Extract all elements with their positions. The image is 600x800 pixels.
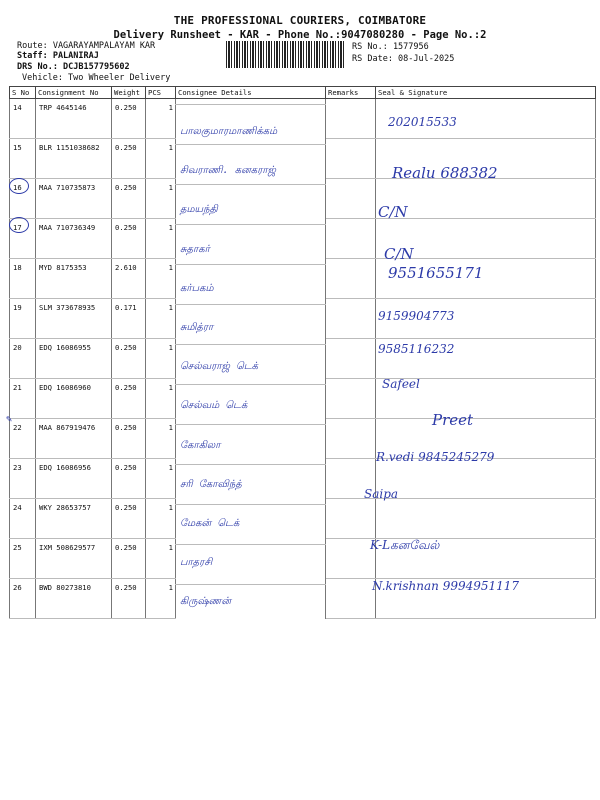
consignee-name: கிருஷ்ணன் (180, 596, 232, 608)
cell-pcs: 1 (146, 219, 176, 259)
cell-consignment: SLM 373678935 (36, 299, 112, 339)
cell-sno: 26 (10, 579, 36, 619)
cell-sno: 16 (10, 179, 36, 219)
underline (175, 304, 326, 305)
barcode (226, 41, 344, 68)
underline (175, 104, 326, 105)
cell-remarks (326, 339, 376, 379)
signature: 9585116232 (378, 342, 455, 357)
consignee-name: செல்வராஜ் டெக் (180, 361, 259, 373)
cell-pcs: 1 (146, 459, 176, 499)
cell-remarks (326, 299, 376, 339)
cell-sno: 14 (10, 99, 36, 139)
underline (175, 544, 326, 545)
cell-consignment: MAA 710735873 (36, 179, 112, 219)
cell-consignment: WKY 28653757 (36, 499, 112, 539)
cell-pcs: 1 (146, 499, 176, 539)
signature: C/N (384, 244, 414, 263)
cell-sno: 25 (10, 539, 36, 579)
cell-pcs: 1 (146, 379, 176, 419)
signature: N.krishnan 9994951117 (372, 579, 520, 594)
cell-remarks (326, 459, 376, 499)
cell-weight: 0.250 (112, 139, 146, 179)
cell-remarks (326, 539, 376, 579)
signature: C/N (378, 203, 408, 222)
cell-weight: 0.250 (112, 579, 146, 619)
cell-signature (376, 259, 596, 299)
consignee-name: செல்வம் டெக் (180, 400, 248, 412)
staff-label: Staff: PALANIRAJ (17, 51, 99, 61)
signature: 202015533 (388, 115, 457, 129)
cell-weight: 0.250 (112, 99, 146, 139)
cell-signature (376, 219, 596, 259)
circle-mark-17 (9, 217, 29, 233)
cell-consignment: MYD 8175353 (36, 259, 112, 299)
cell-pcs: 1 (146, 99, 176, 139)
cell-sno: 17 (10, 219, 36, 259)
cell-weight: 0.250 (112, 179, 146, 219)
col-remarks: Remarks (326, 87, 376, 99)
cell-remarks (326, 419, 376, 459)
consignee-name: கோகிலா (180, 439, 221, 451)
route-label: Route: VAGARAYAMPALAYAM KAR (17, 41, 156, 51)
cell-consignment: MAA 867919476 (36, 419, 112, 459)
cell-signature (376, 459, 596, 499)
underline (175, 344, 326, 345)
cell-remarks (326, 499, 376, 539)
col-pcs: PCS (146, 87, 176, 99)
cell-weight: 0.250 (112, 339, 146, 379)
cell-sno: 23 (10, 459, 36, 499)
scribble-mark: ✎ (6, 414, 13, 425)
cell-weight: 0.171 (112, 299, 146, 339)
table-row (10, 539, 596, 579)
cell-remarks (326, 219, 376, 259)
underline (175, 504, 326, 505)
delivery-table (9, 86, 596, 619)
cell-consignment: IXM 508629577 (36, 539, 112, 579)
cell-signature (376, 179, 596, 222)
cell-remarks (326, 379, 376, 419)
table-row (10, 259, 596, 299)
cell-weight: 0.250 (112, 539, 146, 579)
cell-weight: 0.250 (112, 379, 146, 419)
signature: Saipa (364, 487, 399, 501)
rs-date: RS Date: 08-Jul-2025 (352, 54, 455, 64)
underline (175, 584, 326, 585)
col-sno: S No (10, 87, 36, 99)
vehicle-label: Vehicle: Two Wheeler Delivery (22, 73, 171, 83)
col-consignee: Consignee Details (176, 87, 326, 99)
underline (175, 424, 326, 425)
consignee-name: கர்பகம் (180, 282, 214, 294)
cell-sno: 18 (10, 259, 36, 299)
cell-sno: 20 (10, 339, 36, 379)
table-row (10, 139, 596, 179)
cell-pcs: 1 (146, 419, 176, 459)
table-row (10, 499, 596, 539)
underline (175, 184, 326, 185)
table-row (10, 579, 596, 619)
cell-pcs: 1 (146, 179, 176, 219)
cell-signature (376, 99, 596, 139)
cell-remarks (326, 179, 376, 219)
cell-sno: 21 (10, 379, 36, 419)
cell-weight: 0.250 (112, 419, 146, 459)
cell-signature (376, 379, 596, 419)
cell-pcs: 1 (146, 339, 176, 379)
signature: Safeel (382, 377, 420, 392)
cell-sno: 19 (10, 299, 36, 339)
table-row (10, 299, 596, 339)
signature: K-Lகனவேல் (370, 538, 440, 553)
col-consignment: Consignment No (36, 87, 112, 99)
drs-label: DRS No.: DCJB157795602 (17, 62, 130, 72)
table-row (10, 419, 596, 459)
col-signature: Seal & Signature (376, 87, 596, 99)
cell-signature (376, 539, 596, 579)
cell-consignment: MAA 710736349 (36, 219, 112, 259)
circle-mark-16 (9, 178, 29, 194)
cell-signature (376, 499, 596, 539)
underline (175, 224, 326, 225)
consignee-name: சரி கோவிந்த் (180, 478, 242, 490)
consignee-name: பாதரசி (180, 557, 213, 569)
consignee-name: பாலகுமாரமாணிக்கம் (180, 126, 278, 137)
cell-consignment: TRP 4645146 (36, 99, 112, 139)
signature: Preet (432, 410, 474, 429)
cell-pcs: 1 (146, 139, 176, 179)
rs-number: RS No.: 1577956 (352, 42, 429, 52)
signature: 9551655171 (388, 263, 484, 282)
cell-consignment: BWD 80273810 (36, 579, 112, 619)
underline (175, 264, 326, 265)
cell-signature (376, 139, 596, 179)
table-row (10, 339, 596, 379)
cell-remarks (326, 579, 376, 619)
cell-consignee (176, 379, 326, 419)
cell-weight: 0.250 (112, 459, 146, 499)
cell-signature (376, 419, 596, 459)
consignee-name: தமயந்தி (180, 204, 218, 216)
cell-signature (376, 339, 596, 379)
cell-pcs: 1 (146, 299, 176, 339)
underline (175, 144, 326, 145)
table-row (10, 459, 596, 499)
cell-consignment: EDQ 16086956 (36, 459, 112, 499)
underline (175, 464, 326, 465)
cell-consignment: BLR 1151038682 (36, 139, 112, 179)
cell-sno: 22 (10, 419, 36, 459)
cell-signature (376, 299, 596, 339)
cell-pcs: 1 (146, 259, 176, 299)
runsheet-title: Delivery Runsheet - KAR - Phone No.:9047080280 - Page No.:2 (113, 29, 487, 41)
consignee-name: சுமித்ரா (180, 322, 214, 333)
cell-consignee (176, 419, 326, 459)
consignee-name: சுதாகர் (180, 243, 210, 255)
cell-sno: 15 (10, 139, 36, 179)
cell-signature (376, 579, 596, 619)
cell-pcs: 1 (146, 539, 176, 579)
cell-sno: 24 (10, 499, 36, 539)
cell-consignment: EDQ 16086960 (36, 379, 112, 419)
signature: 9159904773 (378, 309, 455, 323)
cell-weight: 0.250 (112, 219, 146, 259)
table-row (10, 179, 596, 219)
table-row (10, 99, 596, 139)
signature: Realu 688382 (392, 164, 498, 183)
company-name: THE PROFESSIONAL COURIERS, COIMBATORE (173, 14, 427, 27)
cell-pcs: 1 (146, 579, 176, 619)
table-header (10, 87, 596, 99)
col-weight: Weight (112, 87, 146, 99)
cell-weight: 0.250 (112, 499, 146, 539)
cell-weight: 2.610 (112, 259, 146, 299)
cell-remarks (326, 99, 376, 139)
table-row (10, 219, 596, 259)
signature: R.vedi 9845245279 (376, 449, 495, 464)
cell-remarks (326, 259, 376, 299)
underline (175, 384, 326, 385)
cell-consignment: EDQ 16086955 (36, 339, 112, 379)
consignee-name: சிவராணி. கனகராஜ் (180, 165, 276, 177)
table-row (10, 379, 596, 419)
cell-remarks (326, 139, 376, 179)
consignee-name: மேகன் டெக் (180, 518, 240, 529)
